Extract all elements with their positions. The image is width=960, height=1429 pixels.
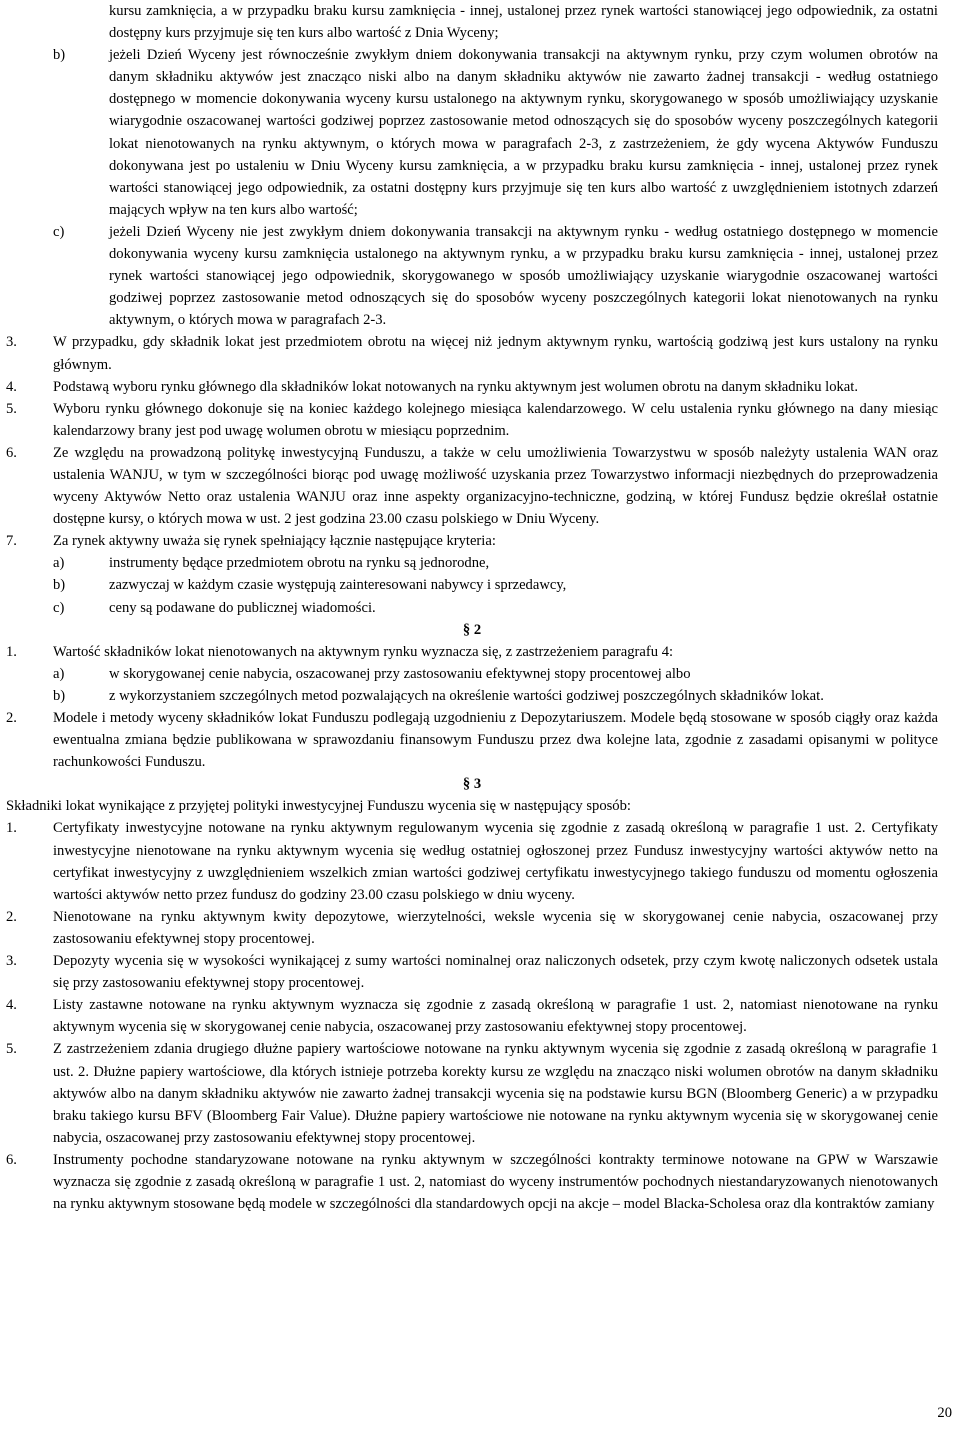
numbered-item-label: 3. [6, 953, 17, 970]
numbered-item [6, 530, 938, 552]
criteria-item [6, 597, 938, 619]
numbered-item-label: 6. [6, 444, 17, 461]
list-item-text: jeżeli Dzień Wyceny nie jest zwykłym dniem dokonywania transakcji na aktywnym rynku - według ostatniego dostępnego w momencie dokonywania wyceny kursu zamknięcia ustalonego na aktywnym rynku, a w przypadku braku kursu zamknięcia - innej, ustalonej przez rynek wartości stanowiącej jego odpowiednik, skorygowanego w sposób umożliwiający uzyskanie wiarygodnie oszacowanej wartości godziwej poprzez zastosowanie metod odnoszących się do sposobów wyceny poszczególnych kategorii lokat nienotowanych na rynku aktywnym, o których mowa w paragrafach 2-3. [109, 223, 938, 329]
list-item [6, 663, 938, 685]
criteria-item-label: a) [53, 555, 65, 572]
criteria-item-text: ceny są podawane do publicznej wiadomości. [109, 599, 376, 616]
list-item [6, 44, 938, 221]
list-item-text: jeżeli Dzień Wyceny jest równocześnie zwykłym dniem dokonywania transakcji na aktywnym rynku, przy czym wolumen obrotów na danym składniku aktywów jest znacząco niski albo na danym składniku aktywów nie zawarto żadnej transakcji - według ostatniego dostępnego w momencie dokonywania wyceny kursu ustalonego na aktywnym rynku, skorygowanego w sposób umożliwiający uzyskanie wiarygodnie oszacowanej wartości godziwej poprzez zastosowanie metod odnoszących się do sposobów wyceny poszczególnych kategorii lokat nienotowanych na rynku aktywnym, o których mowa w paragrafach 2-3, z zastrzeżeniem, że gdy wycena Aktywów Funduszu dokonywana jest po ustaleniu w Dniu Wyceny kursu zamknięcia, a w przypadku braku kursu zamknięcia - innej, ustalonej przez rynek wartości stanowiącej jego odpowiednik, za ostatni dostępny kurs przyjmuje się ten kurs albo wartość z uwzględnieniem istotnych zdarzeń mających wpływ na ten kurs albo wartość; [109, 47, 938, 218]
numbered-item [6, 376, 938, 398]
criteria-item [6, 574, 938, 596]
section-heading [6, 619, 938, 641]
criteria-item-text: zazwyczaj w każdym czasie występują zainteresowani nabywcy i sprzedawcy, [109, 577, 567, 594]
list-item-label: c) [53, 223, 65, 240]
numbered-item-text: Podstawą wyboru rynku głównego dla składników lokat notowanych na rynku aktywnym jest wolumen obrotu na danym składniku lokat. [53, 378, 858, 395]
list-item [6, 221, 938, 331]
criteria-item-label: c) [53, 599, 65, 616]
numbered-item [6, 994, 938, 1038]
numbered-item-label: 1. [6, 820, 17, 837]
numbered-item-text: W przypadku, gdy składnik lokat jest przedmiotem obrotu na więcej niż jednym aktywnym rynku, wartością godziwą jest kurs ustalony na rynku głównym. [53, 334, 938, 373]
list-item-text: w skorygowanej cenie nabycia, oszacowanej przy zastosowaniu efektywnej stopy procentowej albo [109, 665, 691, 682]
numbered-item-text: Listy zastawne notowane na rynku aktywnym wyznacza się zgodnie z zasadą określoną w paragrafie 1 ust. 2, natomiast nienotowane na rynku aktywnym wycenia się w skorygowanej cenie nabycia, oszacowanej przy zastosowaniu efektywnej stopy procentowej. [53, 997, 938, 1036]
section-heading [6, 773, 938, 795]
list-item [6, 685, 938, 707]
numbered-item [6, 707, 938, 773]
page-number: 20 [937, 1405, 952, 1421]
numbered-item [6, 817, 938, 905]
list-item-label: a) [53, 665, 65, 682]
list-item-label: b) [53, 687, 66, 704]
criteria-item-text: instrumenty będące przedmiotem obrotu na rynku są jednorodne, [109, 555, 490, 572]
numbered-item-label: 4. [6, 378, 17, 395]
list-item-label: b) [53, 47, 66, 64]
numbered-item-label: 6. [6, 1151, 17, 1168]
list-item-text: z wykorzystaniem szczególnych metod pozwalających na określenie wartości godziwej poszczególnych składników lokat. [109, 687, 824, 704]
numbered-item [6, 1149, 938, 1215]
numbered-item [6, 950, 938, 994]
numbered-item-label: 5. [6, 400, 17, 417]
numbered-item-text: Wyboru rynku głównego dokonuje się na koniec każdego kolejnego miesiąca kalendarzowego. W celu ustalenia rynku głównego na dany miesiąc kalendarzowy brany jest pod uwagę wolumen obrotu w miesiącu poprzednim. [53, 400, 938, 439]
numbered-item-text: Nienotowane na rynku aktywnym kwity depozytowe, wierzytelności, weksle wycenia się w skorygowanej cenie nabycia, oszacowanej przy zastosowaniu efektywnej stopy procentowej. [53, 908, 938, 947]
numbered-item [6, 641, 938, 663]
numbered-item [6, 1038, 938, 1148]
criteria-item [6, 552, 938, 574]
numbered-item-label: 1. [6, 643, 17, 660]
numbered-item-label: 5. [6, 1041, 17, 1058]
numbered-item-label: 7. [6, 533, 17, 550]
numbered-item-text: Instrumenty pochodne standaryzowane notowane na rynku aktywnym w szczególności kontrakty terminowe notowane na GPW w Warszawie wyznacza się zgodnie z zasadą określoną w paragrafie 1 ust. 2, natomiast do wyceny instrumentów pochodnych niestandaryzowanych nienotowanych na rynku aktywnym stosowane będą modele w szczególności dla standardowych opcji na akcje – model Blacka-Scholesa oraz dla kontraktów zamiany [53, 1151, 938, 1213]
numbered-item [6, 331, 938, 375]
numbered-item-text: Certyfikaty inwestycyjne notowane na rynku aktywnym regulowanym wycenia się zgodnie z zasadą określoną w paragrafie 1 ust. 2. Certyfikaty inwestycyjne nienotowane na rynku aktywnym wycenia się według ostatniej ogłoszonej przez Fundusz inwestycyjny wartości aktywów netto na certyfikat inwestycyjny z uwzględnieniem wszelkich zmian wartości godziwej certyfikatu inwestycyjnego takiego funduszu od momentu ogłoszenia wartości aktywów netto przez fundusz do godziny 23.00 czasu polskiego w dniu wyceny. [53, 820, 938, 903]
numbered-item-text: Modele i metody wyceny składników lokat Funduszu podlegają uzgodnieniu z Depozytariuszem. Modele będą stosowane w sposób ciągły oraz każda ewentualna zmiana będzie publikowana w sprawozdaniu finansowym Funduszu przez dwa kolejne lata, zgodnie z zasadami opisanymi w polityce rachunkowości Funduszu. [53, 710, 938, 771]
numbered-item-text: Za rynek aktywny uważa się rynek spełniający łącznie następujące kryteria: [53, 533, 496, 550]
continuation-paragraph: kursu zamknięcia, a w przypadku braku kursu zamknięcia - innej, ustalonej przez rynek wartości stanowiącej jego odpowiednik, za ostatni dostępny kurs przyjmuje się ten kurs albo wartość z Dnia Wyceny; [109, 3, 938, 42]
numbered-item-label: 4. [6, 997, 17, 1014]
numbered-item [6, 442, 938, 530]
numbered-item [6, 398, 938, 442]
criteria-item-label: b) [53, 577, 66, 594]
numbered-item-text: Z zastrzeżeniem zdania drugiego dłużne papiery wartościowe notowane na rynku aktywnym wycenia się zgodnie z zasadą określoną w paragrafie 1 ust. 2. Dłużne papiery wartościowe, dla których istnieje potrzeba korekty kursu ze względu na znacząco niski wolumen obrotów na danym składniku aktywów albo na danym składniku aktywów nie zawarto żadnej transakcji wycenia się na podstawie kursu BGN (Bloomberg Generic) a w przypadku braku takiego kursu BFV (Bloomberg Fair Value). Dłużne papiery wartościowe nie notowane na rynku aktywnym wycenia się w skorygowanej cenie nabycia, oszacowanej przy zastosowaniu efektywnej stopy procentowej. [53, 1041, 938, 1146]
numbered-item-label: 2. [6, 710, 17, 726]
section-number: § 2 [462, 621, 482, 638]
section-number: § 3 [462, 776, 482, 793]
numbered-item-text: Ze względu na prowadzoną politykę inwestycyjną Funduszu, a także w celu umożliwienia Towarzystwu w sposób należyty ustalenia WAN oraz ustalenia WANJU, w tym w szczególności biorąc pod uwagę możliwość uzyskania przez Towarzystwo informacji niezbędnych do przeprowadzenia wyceny Aktywów Netto oraz ustalenia WANJU oraz inne aspekty organizacyjno-techniczne, godziną, w której Fundusz będzie określał ostatnie dostępne kursy, o których mowa w ust. 2 jest godzina 23.00 czasu polskiego w Dniu Wyceny. [53, 444, 938, 528]
numbered-item-text: Wartość składników lokat nienotowanych na aktywnym rynku wyznacza się, z zastrzeżeniem paragrafu 4: [53, 643, 674, 660]
numbered-item-label: 2. [6, 908, 17, 925]
numbered-item [6, 906, 938, 950]
section-intro: Składniki lokat wynikające z przyjętej polityki inwestycyjnej Funduszu wycenia się w następujący sposób: [6, 798, 631, 815]
numbered-item-text: Depozyty wycenia się w wysokości wynikającej z sumy wartości nominalnej oraz naliczonych odsetek, przy czym kwotę naliczonych odsetek ustala się przy zastosowaniu efektywnej stopy procentowej. [53, 953, 938, 992]
numbered-item-label: 3. [6, 334, 17, 351]
